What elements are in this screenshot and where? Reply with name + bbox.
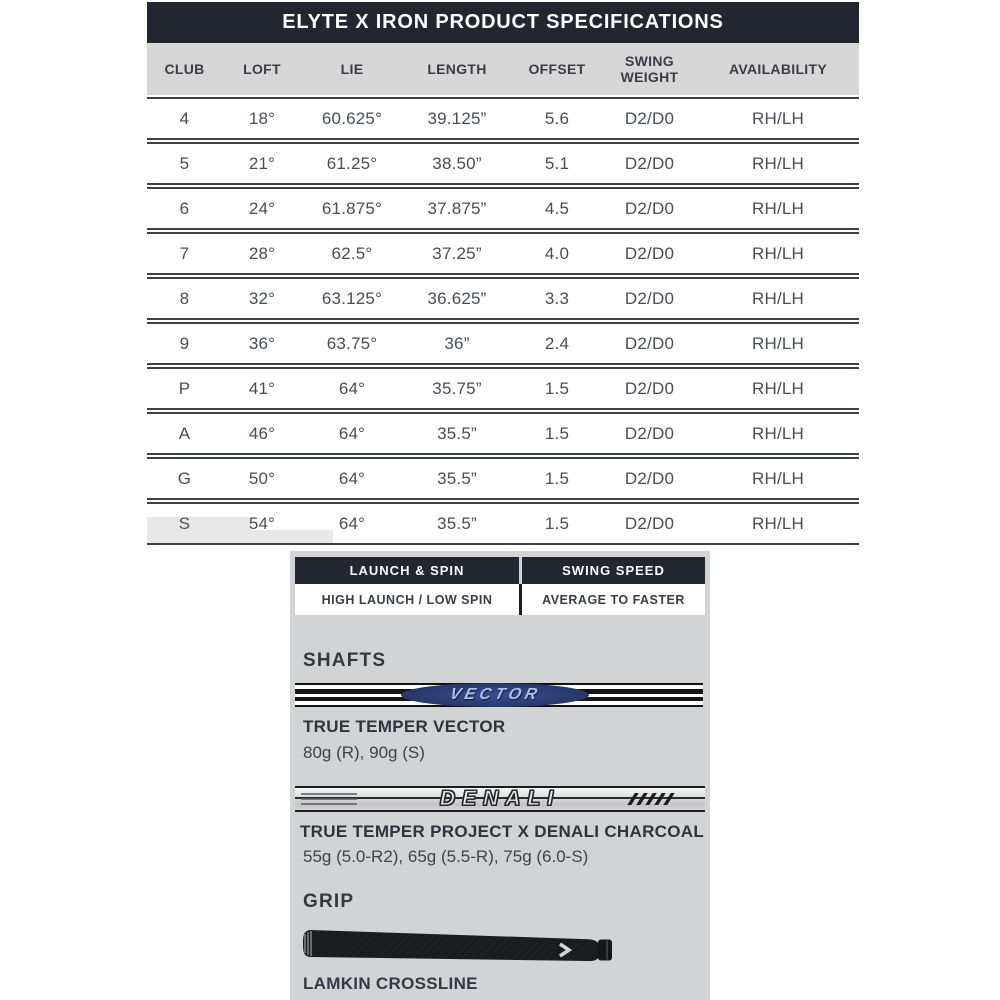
column-header: OFFSET bbox=[528, 60, 586, 77]
spec-cell: 4.5 bbox=[544, 198, 570, 218]
spec-cell: 4.0 bbox=[544, 243, 570, 263]
denali-shaft-name: TRUE TEMPER PROJECT X DENALI CHARCOAL bbox=[300, 822, 705, 841]
spec-cell: 64° bbox=[338, 513, 366, 533]
table-row bbox=[147, 142, 859, 185]
spec-cell: 63.125° bbox=[321, 288, 383, 308]
spec-cell: 24° bbox=[248, 198, 276, 218]
spec-cell: 1.5 bbox=[544, 513, 570, 533]
spec-cell: 50° bbox=[248, 468, 276, 488]
iron-spec-table bbox=[147, 0, 859, 547]
spec-cell: 7 bbox=[179, 243, 190, 263]
spec-cell: 4 bbox=[179, 108, 190, 128]
spec-cell: 64° bbox=[338, 378, 366, 398]
spec-cell: RH/LH bbox=[751, 243, 804, 263]
spec-cell: RH/LH bbox=[751, 198, 804, 218]
table-row bbox=[147, 367, 859, 410]
spec-cell: 18° bbox=[248, 108, 276, 128]
spec-cell: 61.875° bbox=[321, 198, 383, 218]
spec-table-body bbox=[147, 97, 859, 547]
performance-panel bbox=[290, 551, 710, 1000]
spec-cell: D2/D0 bbox=[624, 378, 675, 398]
spec-cell: D2/D0 bbox=[624, 333, 675, 353]
spec-cell: RH/LH bbox=[751, 153, 804, 173]
spec-cell: D2/D0 bbox=[624, 288, 675, 308]
spec-cell: 54° bbox=[248, 513, 276, 533]
spec-cell: 39.125” bbox=[427, 108, 487, 128]
spec-cell: D2/D0 bbox=[624, 513, 675, 533]
page-title: ELYTE X IRON PRODUCT SPECIFICATIONS bbox=[282, 11, 724, 33]
spec-cell: 60.625° bbox=[321, 108, 383, 128]
spec-cell: D2/D0 bbox=[624, 198, 675, 218]
spec-cell: 41° bbox=[248, 378, 276, 398]
grip-name: LAMKIN CROSSLINE bbox=[303, 974, 478, 993]
spec-cell: 5.6 bbox=[544, 108, 570, 128]
spec-cell: 38.50” bbox=[432, 153, 482, 173]
spec-cell: 3.3 bbox=[544, 288, 570, 308]
spec-cell: G bbox=[177, 468, 192, 488]
swing-speed-value: AVERAGE TO FASTER bbox=[522, 584, 705, 615]
grip-end-cap bbox=[598, 940, 612, 961]
column-header: SWING WEIGHT bbox=[620, 52, 679, 85]
spec-cell: A bbox=[178, 423, 191, 443]
column-header: AVAILABILITY bbox=[729, 60, 827, 77]
vector-logo-text: VECTOR bbox=[447, 686, 543, 703]
denali-shaft-image bbox=[295, 786, 705, 812]
grip-image bbox=[300, 925, 620, 967]
spec-cell: 1.5 bbox=[544, 378, 570, 398]
swing-speed-header: SWING SPEED bbox=[522, 557, 705, 584]
spec-cell: 35.5” bbox=[437, 513, 477, 533]
spec-cell: 35.75” bbox=[432, 378, 482, 398]
launch-spin-value: HIGH LAUNCH / LOW SPIN bbox=[295, 584, 522, 615]
spec-cell: RH/LH bbox=[751, 468, 804, 488]
spec-cell: 64° bbox=[338, 423, 366, 443]
launch-spin-header: LAUNCH & SPIN bbox=[295, 557, 519, 584]
spec-cell: D2/D0 bbox=[624, 243, 675, 263]
spec-cell: 9 bbox=[179, 333, 190, 353]
spec-cell: RH/LH bbox=[751, 423, 804, 443]
vector-shaft-image bbox=[295, 683, 703, 707]
column-header: LENGTH bbox=[427, 60, 487, 77]
spec-cell: P bbox=[178, 378, 191, 398]
table-row bbox=[147, 97, 859, 140]
spec-cell: RH/LH bbox=[751, 108, 804, 128]
spec-cell: 36° bbox=[248, 333, 276, 353]
spec-cell: 32° bbox=[248, 288, 276, 308]
spec-cell: 61.25° bbox=[326, 153, 378, 173]
performance-table-values bbox=[295, 584, 705, 615]
spec-cell: 36.625” bbox=[427, 288, 487, 308]
spec-cell: 28° bbox=[248, 243, 276, 263]
spec-cell: 64° bbox=[338, 468, 366, 488]
spec-cell: D2/D0 bbox=[624, 423, 675, 443]
spec-cell: 46° bbox=[248, 423, 276, 443]
table-row bbox=[147, 412, 859, 455]
spec-cell: 8 bbox=[179, 288, 190, 308]
table-row bbox=[147, 457, 859, 500]
spec-cell: 62.5° bbox=[331, 243, 373, 263]
spec-cell: 1.5 bbox=[544, 468, 570, 488]
spec-cell: 36” bbox=[444, 333, 470, 353]
denali-shaft-weights: 55g (5.0-R2), 65g (5.5-R), 75g (6.0-S) bbox=[303, 847, 589, 866]
spec-cell: 21° bbox=[248, 153, 276, 173]
spec-cell: 5.1 bbox=[544, 153, 570, 173]
performance-table-header bbox=[295, 557, 705, 584]
column-header: LOFT bbox=[243, 60, 281, 77]
spec-cell: 37.875” bbox=[427, 198, 487, 218]
column-header: LIE bbox=[340, 60, 364, 77]
denali-stripes-icon bbox=[627, 793, 674, 805]
column-header: CLUB bbox=[164, 60, 205, 77]
spec-cell: 2.4 bbox=[544, 333, 570, 353]
spec-cell: 1.5 bbox=[544, 423, 570, 443]
spec-cell: RH/LH bbox=[751, 333, 804, 353]
spec-cell: 35.5” bbox=[437, 423, 477, 443]
spec-table-title-bar bbox=[147, 2, 859, 43]
vector-logo-badge bbox=[401, 683, 589, 707]
vector-shaft-weights: 80g (R), 90g (S) bbox=[303, 743, 425, 762]
spec-cell: 35.5” bbox=[437, 468, 477, 488]
table-row bbox=[147, 232, 859, 275]
spec-cell: D2/D0 bbox=[624, 153, 675, 173]
spec-cell: RH/LH bbox=[751, 288, 804, 308]
vector-shaft-name: TRUE TEMPER VECTOR bbox=[303, 717, 506, 736]
spec-cell: 37.25” bbox=[432, 243, 482, 263]
spec-cell: 63.75° bbox=[326, 333, 378, 353]
table-row bbox=[147, 187, 859, 230]
shafts-heading: SHAFTS bbox=[303, 650, 387, 671]
spec-cell: RH/LH bbox=[751, 513, 804, 533]
spec-cell: 5 bbox=[179, 153, 190, 173]
performance-table bbox=[295, 557, 705, 615]
grip-heading: GRIP bbox=[303, 891, 355, 912]
table-row bbox=[147, 502, 859, 545]
denali-logo-text: DENALI bbox=[439, 787, 561, 810]
table-row bbox=[147, 322, 859, 365]
spec-table-header bbox=[147, 43, 859, 95]
spec-cell: 6 bbox=[179, 198, 190, 218]
spec-cell: RH/LH bbox=[751, 378, 804, 398]
spec-cell: D2/D0 bbox=[624, 108, 675, 128]
spec-cell: S bbox=[178, 513, 191, 533]
spec-cell: D2/D0 bbox=[624, 468, 675, 488]
table-row bbox=[147, 277, 859, 320]
